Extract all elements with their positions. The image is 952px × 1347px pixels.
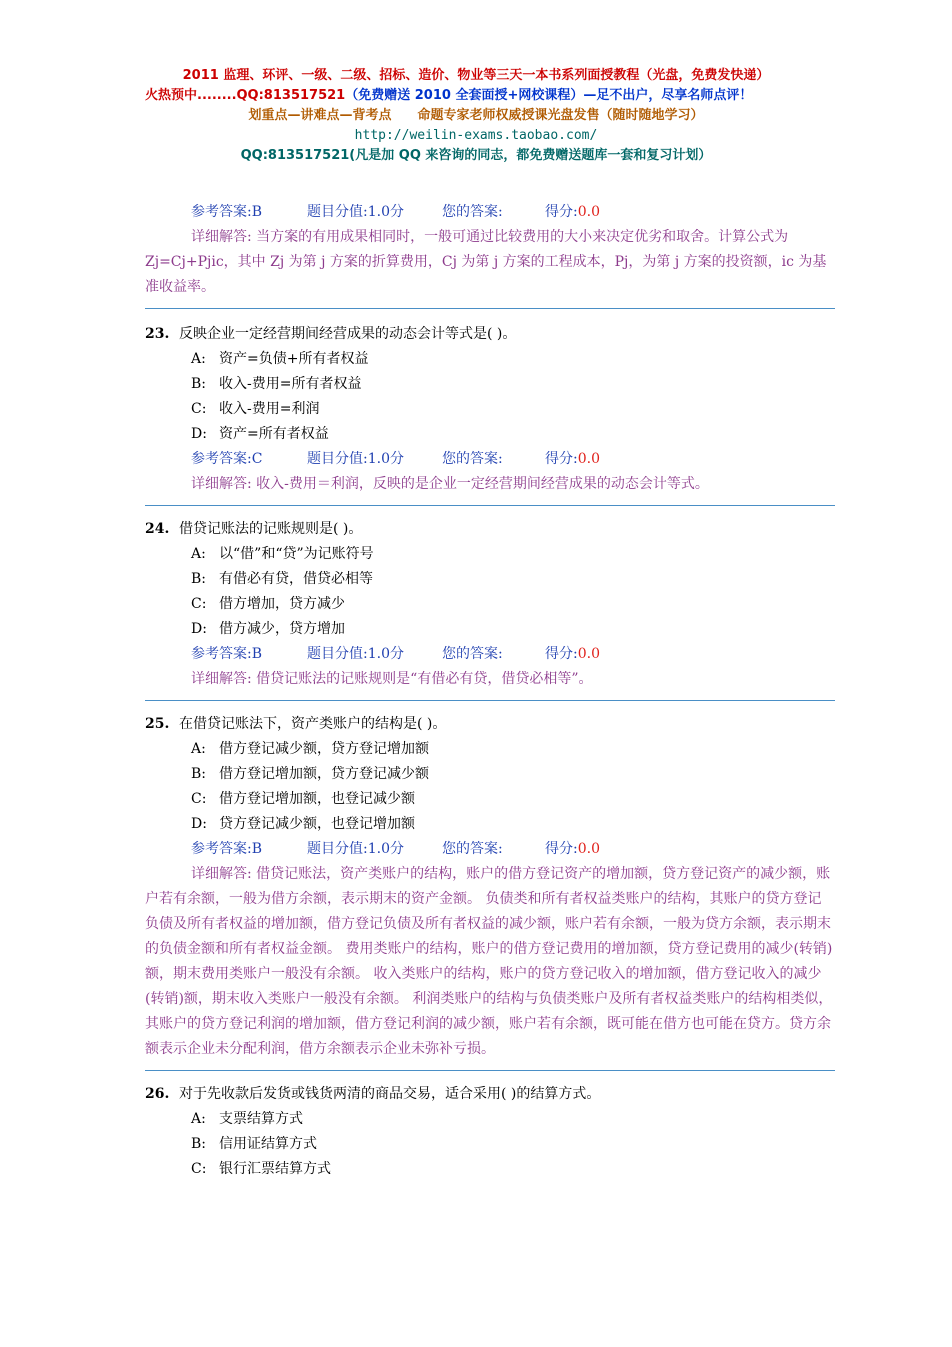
option-a: A: 资产=负债+所有者权益 bbox=[191, 351, 369, 367]
question-26 bbox=[145, 1082, 835, 1182]
score-value: 题目分值:1.0分 bbox=[307, 841, 404, 857]
option-d: D: 借方减少，贷方增加 bbox=[191, 621, 345, 637]
banner-line-2 bbox=[0, 86, 952, 106]
question-text: 对于先收款后发货或钱货两清的商品交易，适合采用( )的结算方式。 bbox=[179, 1086, 601, 1102]
reference-answer: 参考答案:B bbox=[191, 646, 263, 662]
option-d: D: 资产=所有者权益 bbox=[191, 426, 329, 442]
option-a: A: 借方登记减少额，贷方登记增加额 bbox=[191, 741, 429, 757]
option-a: A: 支票结算方式 bbox=[191, 1111, 303, 1127]
answer-line bbox=[145, 837, 835, 862]
question-25 bbox=[145, 712, 835, 1062]
score-value: 题目分值:1.0分 bbox=[307, 451, 404, 467]
detail-explanation: 详细解答: 借贷记账法，资产类账户的结构，账户的借方登记资产的增加额，贷方登记资产的减少额，账户若有余额，一般为借方余额，表示期末的资产金额。 负债类和所有者权益类账户的结构，其账户的贷方登记负债及所有者权益的增加额，借方登记负债及所有者权益的减少额，账户若有余额，一般为贷方余额，表示期末的负债金额和所有者权益金额。 费用类账户的结构，账户的借方登记费用的增加额，贷方登记费用的减少(转销)额，期末费用类账户一般没有余额。 收入类账户的结构，账户的贷方登记收入的增加额，借方登记收入的减少(转销)额，期末收入类账户一般没有余额。 利润类账户的结构与负债类账户及所有者权益类账户的结构相类似，其账户的贷方登记利润的增加额，借方登记利润的减少额，账户若有余额，既可能在借方也可能在贷方。贷方余额表示企业未分配利润，借方余额表示企业未弥补亏损。 bbox=[145, 866, 833, 1057]
option-c: C: 银行汇票结算方式 bbox=[191, 1161, 331, 1177]
your-answer: 您的答案: bbox=[442, 841, 503, 857]
your-answer: 您的答案: bbox=[442, 646, 503, 662]
option-c: C: 借方增加，贷方减少 bbox=[191, 596, 345, 612]
question-number: 25. bbox=[145, 716, 170, 732]
score-value: 题目分值:1.0分 bbox=[307, 204, 404, 220]
reference-answer: 参考答案:B bbox=[191, 841, 263, 857]
question-number: 26. bbox=[145, 1086, 170, 1102]
banner-line-2-red: 火热预中........QQ:813517521 bbox=[145, 88, 346, 103]
answer-line bbox=[145, 447, 835, 472]
divider bbox=[145, 1070, 835, 1071]
banner-line-3-a: 划重点—讲难点—背考点 bbox=[248, 108, 392, 123]
question-text: 借贷记账法的记账规则是( )。 bbox=[179, 521, 363, 537]
reference-answer: 参考答案:C bbox=[191, 451, 263, 467]
divider bbox=[145, 700, 835, 701]
question-24 bbox=[145, 517, 835, 692]
banner-line-3 bbox=[0, 106, 952, 126]
option-c: C: 收入-费用=利润 bbox=[191, 401, 320, 417]
question-text: 反映企业一定经营期间经营成果的动态会计等式是( )。 bbox=[179, 326, 517, 342]
points: 得分:0.0 bbox=[545, 204, 600, 220]
banner-line-5: QQ:813517521(凡是加 QQ 来咨询的同志，都免费赠送题库一套和复习计划） bbox=[240, 148, 712, 163]
question-number: 23. bbox=[145, 326, 170, 342]
points: 得分:0.0 bbox=[545, 841, 600, 857]
detail-explanation: 详细解答: 当方案的有用成果相同时，一般可通过比较费用的大小来决定优劣和取舍。计算公式为 Zj=Cj+Pjic，其中 Zj 为第 j 方案的折算费用，Cj 为第 j 方案的工程成本，Pj，为第 j 方案的投资额，ic 为基准收益率。 bbox=[145, 229, 827, 295]
option-b: B: 收入-费用=所有者权益 bbox=[191, 376, 362, 392]
points: 得分:0.0 bbox=[545, 451, 600, 467]
banner-line-2-blue: （免费赠送 2010 全套面授+网校课程）—足不出户，尽享名师点评！ bbox=[345, 88, 753, 103]
option-c: C: 借方登记增加额，也登记减少额 bbox=[191, 791, 415, 807]
banner-line-3-b: 命题专家老师权威授课光盘发售（随时随地学习） bbox=[417, 108, 704, 123]
question-23 bbox=[145, 322, 835, 497]
detail-explanation: 详细解答: 借贷记账法的记账规则是“有借必有贷，借贷必相等”。 bbox=[191, 671, 593, 687]
your-answer: 您的答案: bbox=[442, 204, 503, 220]
question-number: 24. bbox=[145, 521, 170, 537]
divider bbox=[145, 308, 835, 309]
option-b: B: 有借必有贷，借贷必相等 bbox=[191, 571, 373, 587]
score-value: 题目分值:1.0分 bbox=[307, 646, 404, 662]
option-b: B: 借方登记增加额，贷方登记减少额 bbox=[191, 766, 429, 782]
banner-line-1: 2011 监理、环评、一级、二级、招标、造价、物业等三天一本书系列面授教程（光盘，免费发快递） bbox=[182, 68, 770, 83]
detail-explanation: 详细解答: 收入-费用＝利润，反映的是企业一定经营期间经营成果的动态会计等式。 bbox=[191, 476, 709, 492]
question-text: 在借贷记账法下，资产类账户的结构是( )。 bbox=[179, 716, 447, 732]
banner-shop-link[interactable]: http://weilin-exams.taobao.com/ bbox=[354, 128, 598, 143]
question-content bbox=[145, 203, 835, 1182]
divider bbox=[145, 505, 835, 506]
option-b: B: 信用证结算方式 bbox=[191, 1136, 317, 1152]
advertisement-banner bbox=[0, 66, 952, 166]
points: 得分:0.0 bbox=[545, 646, 600, 662]
answer-line bbox=[145, 203, 835, 222]
option-d: D: 贷方登记减少额，也登记增加额 bbox=[191, 816, 415, 832]
your-answer: 您的答案: bbox=[442, 451, 503, 467]
option-a: A: 以“借”和“贷”为记账符号 bbox=[191, 546, 374, 562]
reference-answer: 参考答案:B bbox=[191, 204, 263, 220]
answer-line bbox=[145, 642, 835, 667]
